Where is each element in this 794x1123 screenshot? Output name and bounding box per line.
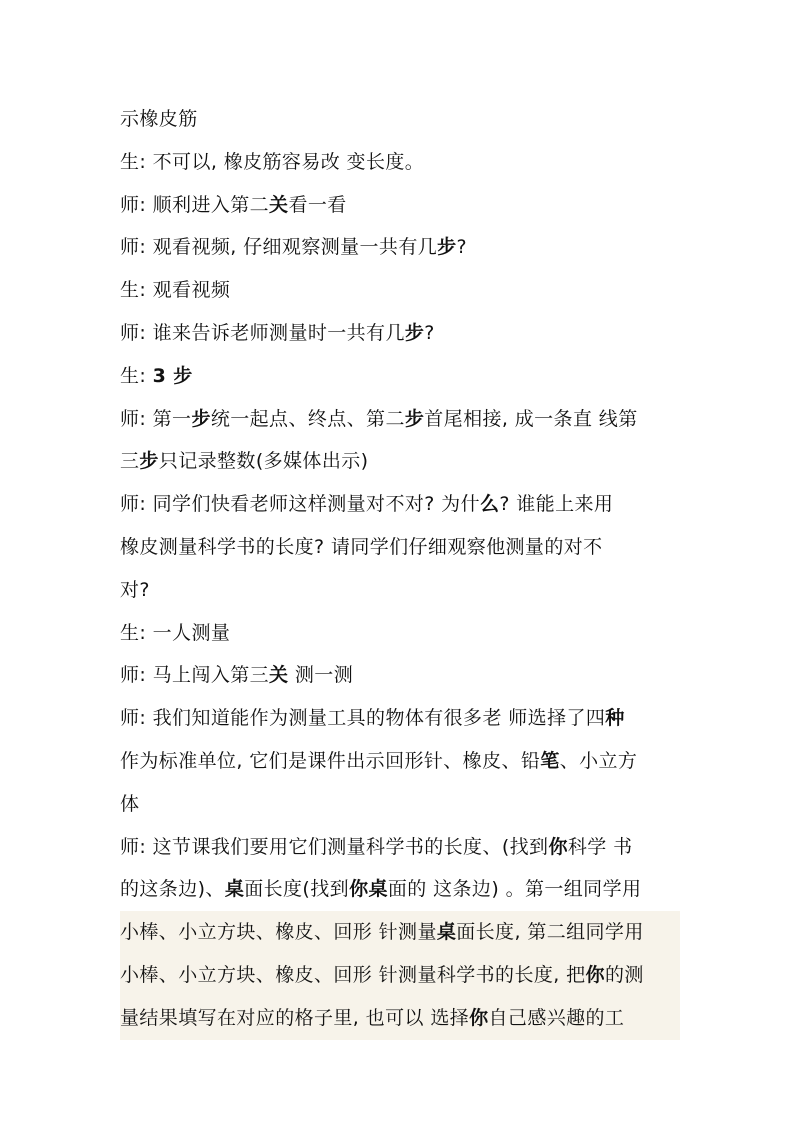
bold-text-segment: 你 xyxy=(585,963,605,986)
text-segment: 师: 顺利进入第二 xyxy=(120,193,270,216)
text-line xyxy=(120,868,680,911)
text-segment: 师: 这节课我们要用它们测量科学书的长度、(找到 xyxy=(120,835,549,858)
text-line xyxy=(120,740,680,783)
text-segment: ? 谁能上来用 xyxy=(499,493,614,516)
text-segment: 首尾相接, 成一条直 线第 xyxy=(424,407,638,430)
bold-text-segment: 关 xyxy=(269,193,289,216)
text-segment: 生: 观看视频 xyxy=(120,279,231,302)
text-line xyxy=(120,612,680,655)
text-segment: ? xyxy=(456,236,468,259)
text-segment: 示橡皮筋 xyxy=(120,108,198,130)
text-segment: 体 xyxy=(120,792,140,815)
bold-text-segment: 步 xyxy=(139,450,159,473)
bold-text-segment: 你桌 xyxy=(349,878,388,901)
bold-text-segment: 步 xyxy=(191,407,211,430)
text-segment: 师: 观看视频, 仔细观察测量一共有几 xyxy=(120,236,438,259)
text-line xyxy=(120,398,680,441)
text-segment: 统一起点、终点、第二 xyxy=(210,407,405,430)
bold-text-segment: 步 xyxy=(404,407,425,430)
text-segment: 小棒、小立方块、橡皮、回形 针测量科学书的长度, 把 xyxy=(120,963,586,986)
text-segment: 面长度, 第二组同学用 xyxy=(456,921,644,944)
text-segment: 师: 我们知道能作为测量工具的物体有很多老 师选择了四 xyxy=(120,707,606,730)
bold-text-segment: 桌 xyxy=(436,921,457,944)
text-line xyxy=(120,269,680,312)
text-segment: 、小立方 xyxy=(559,749,638,772)
text-segment: 小棒、小立方块、橡皮、回形 针测量 xyxy=(120,921,437,944)
text-line xyxy=(120,141,680,184)
document-page xyxy=(120,98,680,1040)
bold-text-segment: 步 xyxy=(437,236,457,259)
text-segment: 的这条边)、 xyxy=(120,878,225,901)
text-segment: 对? xyxy=(120,578,150,601)
text-line xyxy=(120,569,680,612)
text-line xyxy=(120,312,680,355)
text-segment: 量结果填写在对应的格子里, 也可以 选择 xyxy=(120,1006,470,1029)
bold-text-segment: 关 xyxy=(269,664,289,687)
text-line xyxy=(120,997,680,1040)
bold-text-segment: 种 xyxy=(605,707,625,730)
text-line xyxy=(120,184,680,227)
text-segment: 师: 谁来告诉老师测量时一共有几 xyxy=(120,321,405,344)
text-line xyxy=(120,826,680,869)
text-line xyxy=(120,355,680,398)
text-segment: 看一看 xyxy=(288,193,347,216)
text-segment: 师: 马上闯入第三 xyxy=(120,664,270,687)
text-line xyxy=(120,783,680,826)
text-line xyxy=(120,526,680,569)
text-line xyxy=(120,226,680,269)
text-segment: 面的 这条边) 。第一组同学用 xyxy=(387,878,642,901)
text-segment: 的测 xyxy=(604,963,644,986)
text-segment: 橡皮测量科学书的长度? 请同学们仔细观察他测量的对不 xyxy=(120,535,603,558)
text-segment: 师: 同学们快看老师这样测量对不对? 为什 xyxy=(120,493,480,516)
bold-text-segment: 笔 xyxy=(540,749,560,772)
bold-text-segment: 么 xyxy=(479,493,500,516)
text-segment: 自己感兴趣的工 xyxy=(488,1006,625,1029)
text-segment: 生: 不可以, 橡皮筋容易改 变长度。 xyxy=(120,150,425,173)
bold-text-segment: 桌 xyxy=(224,878,245,901)
text-line xyxy=(120,697,680,740)
text-line xyxy=(120,911,680,954)
text-line xyxy=(120,654,680,697)
text-segment: 生: xyxy=(120,364,153,387)
text-line xyxy=(120,440,680,483)
text-segment: 三 xyxy=(120,450,140,473)
bold-text-segment: 你 xyxy=(469,1006,489,1029)
text-segment: ? xyxy=(424,321,435,344)
bold-text-segment: 3 步 xyxy=(152,364,193,387)
text-line xyxy=(120,483,680,526)
text-segment: 师: 第一 xyxy=(120,407,192,430)
bold-text-segment: 你 xyxy=(548,835,568,858)
text-line xyxy=(120,954,680,997)
text-line xyxy=(120,98,680,141)
text-segment: 测一测 xyxy=(288,664,354,687)
text-segment: 面长度(找到 xyxy=(244,878,350,901)
text-segment: 只记录整数(多媒体出示) xyxy=(158,450,369,473)
text-segment: 科学 书 xyxy=(567,835,633,858)
text-segment: 作为标准单位, 它们是课件出示回形针、橡皮、铅 xyxy=(120,749,541,772)
text-segment: 生: 一人测量 xyxy=(120,621,231,644)
bold-text-segment: 步 xyxy=(404,321,425,344)
